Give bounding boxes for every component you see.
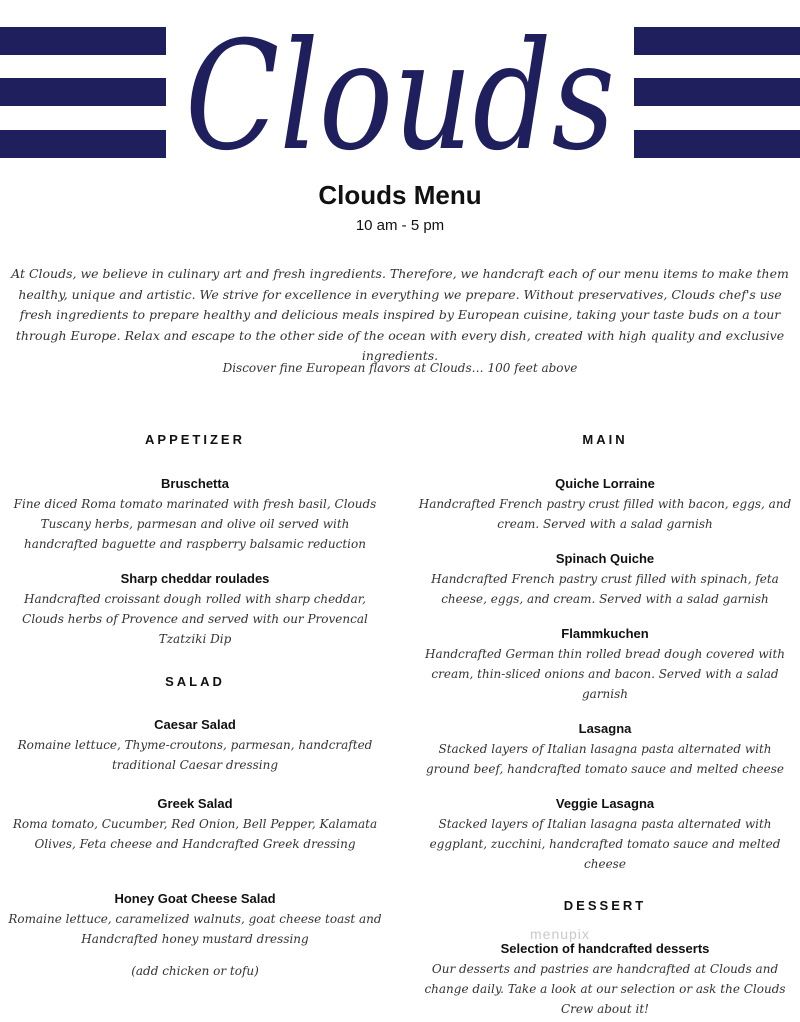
stripe: [634, 130, 800, 158]
menu-item: [410, 474, 800, 534]
item-name: Caesar Salad: [154, 717, 236, 732]
salad-addon-note: (add chicken or tofu): [131, 964, 259, 978]
left-stripes-decoration: [0, 27, 166, 158]
item-name: Honey Goat Cheese Salad: [114, 891, 276, 906]
item-description: Stacked layers of Italian lasagna pasta alternated with eggplant, zucchini, handcrafted tomato sauce and melted cheese: [429, 817, 781, 871]
item-description: Handcrafted French pastry crust filled with bacon, eggs, and cream. Served with a salad garnish: [418, 497, 792, 531]
item-description: Handcrafted French pastry crust filled with spinach, feta cheese, eggs, and cream. Served with a salad garnish: [431, 572, 779, 606]
opening-hours: 10 am - 5 pm: [355, 217, 445, 234]
item-description: Romaine lettuce, Thyme-croutons, parmesan, handcrafted traditional Caesar dressing: [17, 738, 373, 772]
menu-item: [410, 624, 800, 704]
tagline: Discover fine European flavors at Clouds… 100 feet above: [222, 361, 578, 375]
menu-item: [410, 794, 800, 874]
menu-item: [410, 939, 800, 1019]
section-heading-salad: SALAD: [165, 674, 225, 689]
section-heading-main: MAIN: [582, 432, 628, 447]
intro-paragraph: At Clouds, we believe in culinary art and fresh ingredients. Therefore, we handcraft each of our menu items to make them healthy, unique and artistic. We strive for excellence in everything we prepare. Without preservatives, Clouds chef's use fresh ingredients to prepare healthy and delicious meals inspired by European cuisine, taking your taste buds on a tour through Europe. Relax and escape to the other side of the ocean with every dish, created with high quality and exclusive ingredients.: [11, 266, 789, 363]
menu-item: [410, 719, 800, 779]
item-description: Handcrafted croissant dough rolled with sharp cheddar, Clouds herbs of Provence and served with our Provencal Tzatziki Dip: [22, 592, 368, 646]
item-name: Quiche Lorraine: [555, 476, 655, 491]
stripe: [0, 27, 166, 55]
menu-item: [0, 794, 390, 854]
stripe: [0, 78, 166, 106]
item-name: Flammkuchen: [561, 626, 649, 641]
item-name: Lasagna: [578, 721, 632, 736]
stripe: [634, 78, 800, 106]
item-description: Handcrafted German thin rolled bread dough covered with cream, thin-sliced onions and bacon. Served with a salad garnish: [424, 647, 786, 701]
logo-text: Clouds: [185, 10, 615, 184]
right-stripes-decoration: [634, 27, 800, 158]
page-title: Clouds Menu: [318, 180, 482, 210]
section-heading-appetizer: APPETIZER: [145, 432, 245, 447]
clouds-logo: [175, 0, 625, 184]
item-description: Our desserts and pastries are handcrafted at Clouds and change daily. Take a look at our selection or ask the Clouds Crew about it!: [424, 962, 786, 1016]
stripe: [634, 27, 800, 55]
item-description: Fine diced Roma tomato marinated with fresh basil, Clouds Tuscany herbs, parmesan and olive oil served with handcrafted baguette and raspberry balsamic reduction: [13, 497, 377, 551]
item-name: Greek Salad: [157, 796, 233, 811]
item-name: Bruschetta: [161, 476, 229, 491]
menu-item: [0, 569, 390, 649]
item-description: Romaine lettuce, caramelized walnuts, goat cheese toast and Handcrafted honey mustard dressing: [8, 912, 382, 946]
item-description: Stacked layers of Italian lasagna pasta alternated with ground beef, handcrafted tomato sauce and melted cheese: [425, 742, 785, 776]
menu-item: [0, 715, 390, 775]
menu-item: [0, 474, 390, 554]
item-name: Sharp cheddar roulades: [120, 571, 270, 586]
item-description: Roma tomato, Cucumber, Red Onion, Bell Pepper, Kalamata Olives, Feta cheese and Handcrafted Greek dressing: [12, 817, 378, 851]
menu-item: [410, 549, 800, 609]
menu-item: [0, 889, 390, 949]
stripe: [0, 130, 166, 158]
watermark: menupix: [530, 926, 590, 942]
item-name: Spinach Quiche: [555, 551, 655, 566]
item-name: Veggie Lasagna: [555, 796, 655, 811]
item-name: Selection of handcrafted desserts: [500, 941, 710, 956]
section-heading-dessert: DESSERT: [563, 898, 647, 913]
